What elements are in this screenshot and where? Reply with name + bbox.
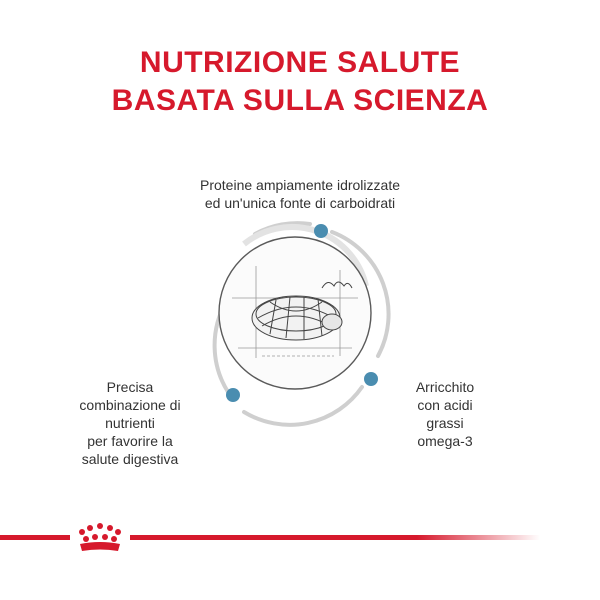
benefit-digestive-line-4: per favorire la <box>87 433 173 449</box>
footer-line-right <box>130 535 540 540</box>
benefit-omega3-line-3: grassi <box>426 415 464 431</box>
dot-left <box>226 388 240 402</box>
benefit-omega3-line-4: omega-3 <box>417 433 473 449</box>
benefit-proteins-line-1: Proteine ampiamente idrolizzate <box>200 177 400 193</box>
headline-line-1: NUTRIZIONE SALUTE <box>139 46 461 79</box>
benefit-omega3-line-2: con acidi <box>417 397 473 413</box>
dot-top <box>314 224 328 238</box>
headline-line-2: BASATA SULLA SCIENZA <box>111 84 489 117</box>
benefit-digestive-line-3: nutrienti <box>105 415 155 431</box>
royal-crown-logo <box>79 523 121 551</box>
benefit-proteins-line-2: ed un'unica fonte di carboidrati <box>204 195 396 211</box>
benefit-digestive-line-1: Precisa <box>106 379 154 395</box>
brand-footer <box>0 510 600 570</box>
footer-line-left <box>0 535 70 540</box>
benefit-omega3-line-1: Arricchito <box>415 379 475 395</box>
dot-right <box>364 372 378 386</box>
benefit-digestive-line-5: salute digestiva <box>81 451 179 467</box>
benefit-digestive-line-2: combinazione di <box>79 397 181 413</box>
